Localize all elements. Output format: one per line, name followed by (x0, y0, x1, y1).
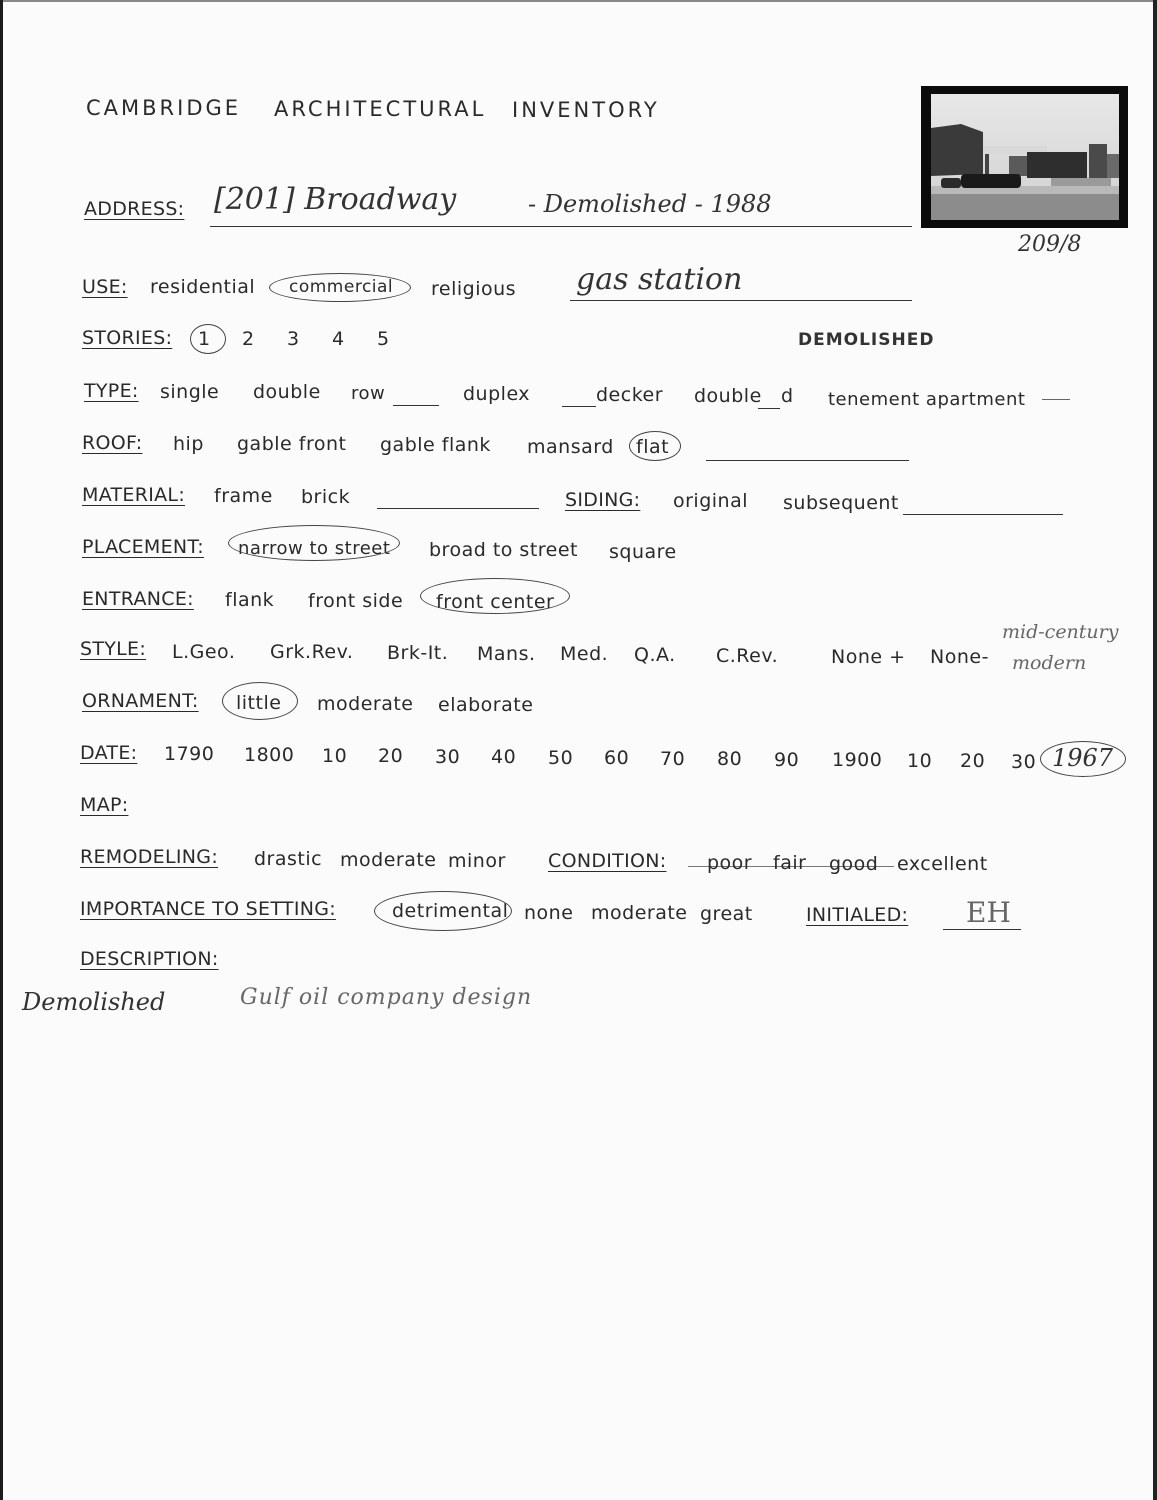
use-label: USE: (82, 276, 128, 298)
description-margin-note: Demolished (22, 988, 166, 1016)
building-photo (921, 86, 1128, 228)
date-option-80: 80 (717, 748, 743, 770)
remodeling-label: REMODELING: (80, 846, 219, 868)
stories-option-5: 5 (377, 328, 390, 350)
material-option-frame: frame (214, 485, 273, 507)
type-decker-blank (562, 406, 596, 407)
roof-option-flat: flat (636, 436, 670, 458)
date-option-50: 50 (548, 747, 574, 769)
date-option-1900: 1900 (832, 749, 883, 771)
type-label: TYPE: (84, 380, 139, 402)
map-label: MAP: (80, 794, 129, 816)
roof-flat-circle (629, 431, 681, 461)
address-demolished-note: - Demolished - 1988 (528, 190, 772, 218)
type-option-double-d: double (694, 385, 762, 407)
siding-option-subsequent: subsequent (783, 492, 899, 514)
style-option-crev: C.Rev. (716, 645, 779, 667)
use-line (570, 300, 912, 301)
importance-option-great: great (700, 903, 753, 925)
entrance-option-front-side: front side (308, 590, 404, 612)
condition-option-poor: poor (707, 852, 753, 874)
type-option-double: double (253, 381, 321, 403)
roof-option-mansard: mansard (527, 436, 614, 458)
date-option-30: 30 (435, 746, 461, 768)
type-option-decker: decker (596, 384, 664, 406)
ornament-option-moderate: moderate (317, 693, 414, 715)
address-label: ADDRESS: (84, 198, 185, 220)
description-label: DESCRIPTION: (80, 948, 219, 970)
date-option-1920: 20 (960, 750, 986, 772)
placement-label: PLACEMENT: (82, 536, 204, 558)
demolished-stamp: DEMOLISHED (798, 330, 935, 350)
condition-label: CONDITION: (548, 850, 667, 872)
ornament-option-elaborate: elaborate (438, 694, 534, 716)
ornament-label: ORNAMENT: (82, 690, 199, 712)
use-option-commercial: commercial (289, 277, 394, 297)
siding-label: SIDING: (565, 489, 641, 511)
style-option-brkit: Brk-It. (387, 642, 449, 664)
page-left-edge (0, 0, 3, 1500)
date-option-40: 40 (491, 746, 517, 768)
date-option-70: 70 (660, 748, 686, 770)
material-blank (377, 508, 539, 509)
roof-blank (706, 460, 909, 461)
roof-option-gable-flank: gable flank (380, 434, 491, 456)
style-handwritten-line2: modern (1012, 652, 1087, 674)
stories-label: STORIES: (82, 327, 173, 349)
initialed-label: INITIALED: (806, 904, 909, 926)
condition-option-good: good (829, 853, 879, 875)
remodeling-option-moderate: moderate (340, 849, 437, 871)
date-option-20: 20 (378, 745, 404, 767)
title-word-architectural: ARCHITECTURAL (274, 97, 487, 121)
initialed-line (943, 929, 1021, 930)
roof-option-hip: hip (173, 433, 204, 455)
stories-option-4: 4 (332, 328, 345, 350)
type-option-duplex: duplex (463, 383, 531, 405)
type-option-row: row (351, 383, 386, 404)
entrance-option-flank: flank (225, 589, 275, 611)
date-option-60: 60 (604, 747, 630, 769)
use-commercial-circle (269, 273, 411, 302)
title-word-cambridge: CAMBRIDGE (86, 96, 242, 120)
material-option-brick: brick (301, 486, 351, 508)
ornament-little-circle (222, 682, 298, 720)
siding-option-original: original (673, 490, 749, 512)
ornament-option-little: little (236, 692, 282, 714)
style-option-grkrev: Grk.Rev. (270, 641, 354, 663)
use-handwritten: gas station (576, 262, 743, 297)
initialed-value: EH (966, 896, 1011, 929)
type-extra-blank (1042, 399, 1070, 400)
type-option-single: single (160, 381, 220, 403)
roof-label: ROOF: (82, 432, 143, 454)
date-option-1800: 1800 (244, 744, 295, 766)
stories-option-2: 2 (242, 328, 255, 350)
importance-option-moderate: moderate (591, 902, 688, 924)
condition-option-excellent: excellent (897, 853, 988, 875)
style-option-lgeo: L.Geo. (172, 641, 236, 663)
remodeling-option-drastic: drastic (254, 848, 323, 870)
style-handwritten-line1: mid-century (1002, 621, 1119, 643)
photo-number: 209/8 (1018, 232, 1082, 257)
stories-option-1: 1 (198, 328, 211, 350)
gas-station-photo-image (931, 94, 1119, 220)
type-option-d: d (781, 385, 794, 407)
type-option-tenement-apartment: tenement apartment (828, 389, 1026, 410)
style-option-none-plus: None + (831, 646, 906, 668)
siding-blank (903, 514, 1063, 515)
placement-option-broad: broad to street (429, 539, 579, 561)
type-row-blank (393, 405, 439, 406)
placement-narrow-circle (228, 525, 400, 561)
date-option-1910: 10 (907, 750, 933, 772)
description-text: Gulf oil company design (240, 985, 533, 1010)
entrance-front-center-circle (420, 578, 570, 614)
stories-option-3: 3 (287, 328, 300, 350)
date-label: DATE: (80, 742, 138, 764)
placement-option-square: square (609, 541, 677, 563)
placement-option-narrow: narrow to street (238, 538, 391, 559)
use-option-residential: residential (150, 276, 256, 298)
date-option-1790: 1790 (164, 743, 215, 765)
date-1967-circle (1040, 741, 1126, 777)
type-double-d-blank (758, 408, 780, 409)
style-option-qa: Q.A. (634, 644, 676, 666)
page-right-edge (1153, 0, 1157, 1500)
style-option-none-minus: None- (930, 646, 989, 668)
material-label: MATERIAL: (82, 484, 186, 506)
stories-1-circle (190, 324, 226, 354)
style-label: STYLE: (80, 638, 147, 660)
importance-detrimental-circle (374, 891, 512, 931)
style-option-med: Med. (560, 643, 609, 665)
condition-option-fair: fair (773, 852, 807, 874)
importance-label: IMPORTANCE TO SETTING: (80, 898, 336, 920)
importance-option-detrimental: detrimental (392, 900, 509, 922)
address-line (210, 226, 912, 227)
title-word-inventory: INVENTORY (512, 98, 660, 122)
entrance-label: ENTRANCE: (82, 588, 194, 610)
date-handwritten: 1967 (1052, 744, 1114, 772)
remodeling-option-minor: minor (448, 850, 506, 872)
date-option-90: 90 (774, 749, 800, 771)
style-option-mans: Mans. (477, 643, 536, 665)
address-value: [201] Broadway (214, 182, 457, 217)
importance-option-none: none (524, 902, 574, 924)
entrance-option-front-center: front center (436, 591, 555, 613)
page-top-edge (0, 0, 1157, 2)
date-option-10: 10 (322, 745, 348, 767)
roof-option-gable-front: gable front (237, 433, 347, 455)
date-option-1930: 30 (1011, 751, 1037, 773)
use-option-religious: religious (431, 278, 517, 300)
